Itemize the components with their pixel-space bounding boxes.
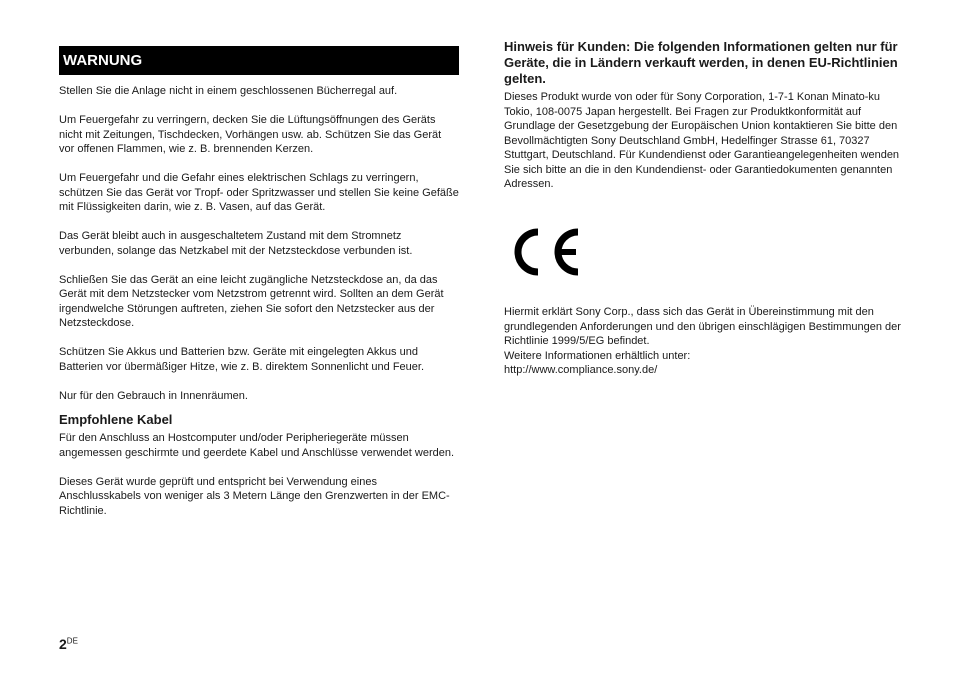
eu-notice-text: Dieses Produkt wurde von oder für Sony Corporation, 1-7-1 Konan Minato-ku Tokio, 108-0075 Japan hergestellt. Bei Fragen zur Produktkonformität auf Grundlage der Gesetzgebung der Europäischen Union kontaktieren Sie bitte den Bevollmächtigten Sony Deutschland GmbH, Hedelfinger Strasse 61, 70327 Stuttgart, Deutschland. Für Kundendienst oder Garantieangelegenheiten wenden Sie sich bitte an die in den Kundendienst- oder Garantiedokumenten genannten Adressen. [504,91,900,190]
left-column [59,46,459,533]
cables-paragraph-2: Dieses Gerät wurde geprüft und entspricht bei Verwendung eines Anschlusskabels von weniger als 3 Metern Länge den Grenzwerten in der EMC-Richtlinie. [59,475,450,517]
eu-notice-heading: Hinweis für Kunden: Die folgenden Informationen gelten nur für Geräte, die in Ländern verkauft werden, in denen EU-Richtlinien gelten. [504,39,898,86]
warning-paragraph-3: Um Feuergefahr und die Gefahr eines elektrischen Schlags zu verringern, schützen Sie das Gerät vor Tropf- oder Spritzwasser und stellen Sie keine Gefäße mit Flüssigkeiten darin, wie z. B. Vasen, auf das Gerät. [59,172,459,213]
page-number-suffix: DE [66,636,78,646]
declaration-text: Hiermit erklärt Sony Corp., dass sich das Gerät in Übereinstimmung mit den grundlegenden Anforderungen und den übrigen einschlägigen Bestimmungen der Richtlinie 1999/5/EG befindet. [504,306,901,347]
ce-mark-icon [508,226,582,278]
compliance-link[interactable]: http://www.compliance.sony.de/ [504,364,658,376]
warning-paragraph-5: Schließen Sie das Gerät an eine leicht zugängliche Netzsteckdose an, da das Gerät mit dem Netzstecker vom Netzstrom getrennt wird. Sollten an dem Gerät irgendwelche Störungen auftreten, ziehen Sie sofort den Netzstecker aus der Netzsteckdose. [59,273,444,329]
page-number-digit: 2 [59,636,67,652]
warning-heading: WARNUNG [59,46,459,75]
more-info-text: Weitere Informationen erhältlich unter: [504,349,691,362]
warning-paragraph-1: Stellen Sie die Anlage nicht in einem geschlossenen Bücherregal auf. [59,85,398,97]
cables-paragraph-1: Für den Anschluss an Hostcomputer und/oder Peripheriegeräte müssen angemessen geschirmte und geerdete Kabel und Anschlüsse verwendet werden. [59,432,455,459]
warning-paragraph-7: Nur für den Gebrauch in Innenräumen. [59,389,248,402]
warning-paragraph-4: Das Gerät bleibt auch in ausgeschaltetem Zustand mit dem Stromnetz verbunden, solange das Netzkabel mit der Netzsteckdose verbunden ist. [59,230,413,257]
warning-paragraph-2: Um Feuergefahr zu verringern, decken Sie die Lüftungsöffnungen des Geräts nicht mit Zeitungen, Tischdecken, Vorhängen usw. ab. Schützen Sie das Gerät vor offenen Flammen, wie z. B. brennenden Kerzen. [59,114,442,155]
warning-paragraph-6: Schützen Sie Akkus und Batterien bzw. Geräte mit eingelegten Akkus und Batterien vor übermäßiger Hitze, wie z. B. direktem Sonnenlicht und Feuer. [59,346,425,373]
right-column [504,39,904,392]
page-number [59,636,78,652]
cables-heading: Empfohlene Kabel [59,412,173,427]
